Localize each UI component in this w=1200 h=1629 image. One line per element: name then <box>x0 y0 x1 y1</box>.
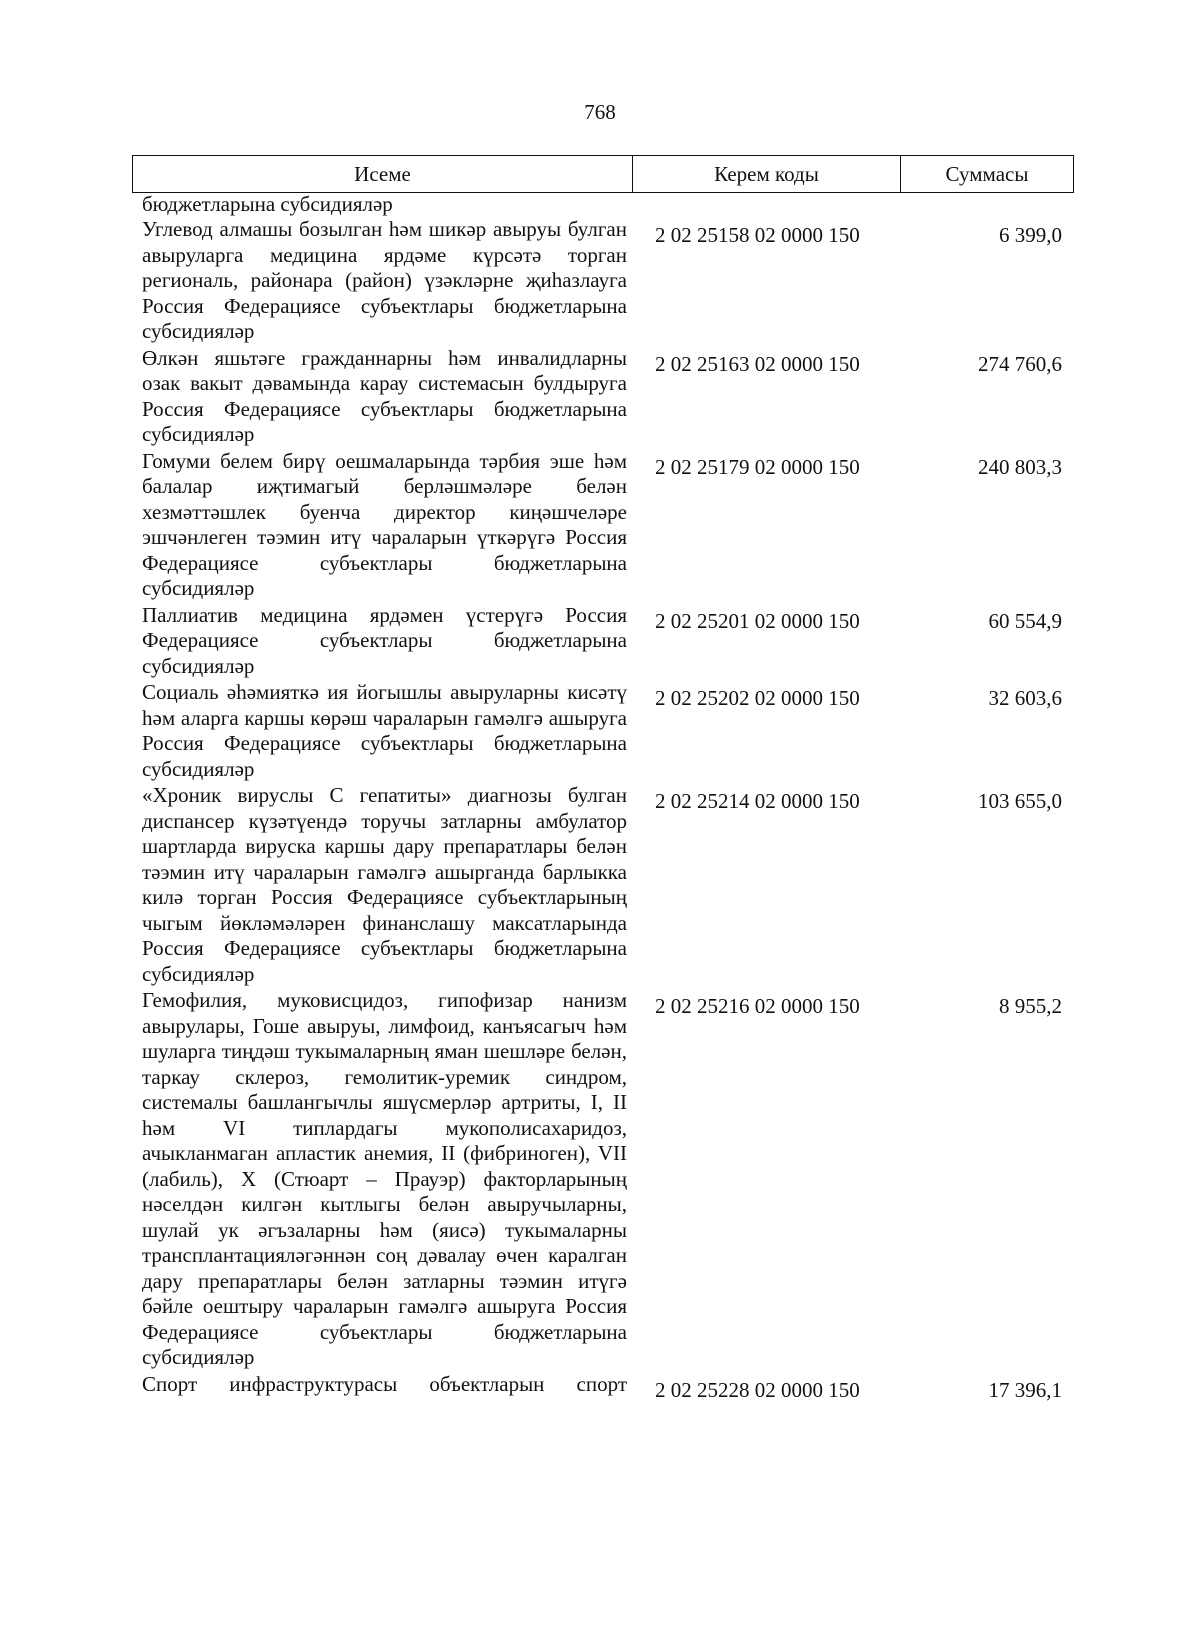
row-name: Гемофилия, муковисцидоз, гипофизар нанизм авырулары, Гоше авыруы, лимфоид, канъясагыч һәм шуларга тиңдәш тукымаларның яман шешләре белән, таркау склероз, гемолитик-уремик синдром, системалы башлангычлы яшүсмерләр артриты, I, II һәм VI типлардагы мукополисахаридоз, ачыкланмаган апластик анемия, II (фибриноген), VII (лабиль), X (Стюарт – Прауэр) факторларының нәселдән килгән кытлыгы белән авыручыларны, шулай ук әгъзаларны һәм (яисә) тукымаларны трансплантацияләгәннән соң дәвалау өчен каралган дару препаратлары белән затларны тәэмин итүгә бәйле оештыру чараларын гамәлгә ашыруга Россия Федерациясе субъектлары бюджетларына субсидияләр <box>142 988 627 1369</box>
table-row <box>132 988 1074 1371</box>
table-row <box>132 603 1074 680</box>
page-number: 768 <box>584 100 616 124</box>
row-code: 2 02 25201 02 0000 150 <box>655 608 860 633</box>
table-row <box>132 217 1074 345</box>
row-sum: 103 655,0 <box>978 789 1062 813</box>
table-row-continuation <box>132 193 1074 216</box>
row-code: 2 02 25214 02 0000 150 <box>655 789 860 813</box>
row-code: 2 02 25216 02 0000 150 <box>655 994 860 1018</box>
header-name: Исеме <box>133 156 633 192</box>
row-sum: 32 603,6 <box>988 686 1062 710</box>
table-row <box>132 346 1074 448</box>
row-name: Углевод алмашы бозылган һәм шикәр авыруы булган авыруларга медицина ярдәме күрсәтә торган региональ, районара (район) үзәкләрне җиһазлауга Россия Федерациясе субъектлары бюджетларына субсидияләр <box>142 217 627 343</box>
header-code: Керем коды <box>633 156 901 192</box>
row-name: Социаль әһәмияткә ия йогышлы авыруларны кисәтү һәм аларга каршы көрәш чараларын гамәлгә ашыруга Россия Федерациясе субъектлары бюджетларына субсидияләр <box>142 680 627 781</box>
row-name: Паллиатив медицина ярдәмен үстерүгә Россия Федерациясе субъектлары бюджетларына субсидияләр <box>142 602 627 678</box>
row-name: Спорт инфраструктурасы объектларын спорт <box>142 1371 627 1396</box>
table-header <box>132 155 1074 193</box>
row-name: Өлкән яшьтәге гражданнарны һәм инвалидларны озак вакыт дәвамында карау системасын булдыруга Россия Федерациясе субъектлары бюджетларына субсидияләр <box>142 345 627 446</box>
table-row <box>132 783 1074 987</box>
row-sum: 274 760,6 <box>978 351 1062 376</box>
row-code: 2 02 25179 02 0000 150 <box>655 454 860 479</box>
table-row <box>132 680 1074 782</box>
table-row <box>132 1372 1074 1404</box>
row-sum: 6 399,0 <box>999 223 1062 247</box>
row-sum: 240 803,3 <box>978 454 1062 479</box>
row-name: Гомуми белем бирү оешмаларында тәрбия эше һәм балалар иҗтимагый берләшмәләре белән хезмәттәшлек буенча директор киңәшчеләре эшчәнлеген тәэмин итү чараларын үткәрүгә Россия Федерациясе субъектлары бюджетларына субсидияләр <box>142 448 627 600</box>
row-code: 2 02 25158 02 0000 150 <box>655 223 860 247</box>
row-sum: 60 554,9 <box>988 608 1062 633</box>
row-code: 2 02 25163 02 0000 150 <box>655 351 860 376</box>
row-name: бюджетларына субсидияләр <box>142 192 393 216</box>
table-row <box>132 449 1074 602</box>
table-body <box>132 193 1074 1404</box>
row-sum: 17 396,1 <box>988 1377 1062 1402</box>
row-code: 2 02 25202 02 0000 150 <box>655 686 860 710</box>
header-sum: Суммасы <box>945 161 1029 186</box>
row-code: 2 02 25228 02 0000 150 <box>655 1377 860 1402</box>
row-sum: 8 955,2 <box>999 994 1062 1018</box>
row-name: «Хроник вируслы С гепатиты» диагнозы булган диспансер күзәтүендә торучы затларны амбулатор шартларда вируска каршы дару препаратлары белән тәэмин итү чараларын гамәлгә ашырганда барлыкка килә торган Россия Федерациясе субъектларының чыгым йөкләмәләрен финанслашу максатларында Россия Федерациясе субъектлары бюджетларына субсидияләр <box>142 783 627 986</box>
